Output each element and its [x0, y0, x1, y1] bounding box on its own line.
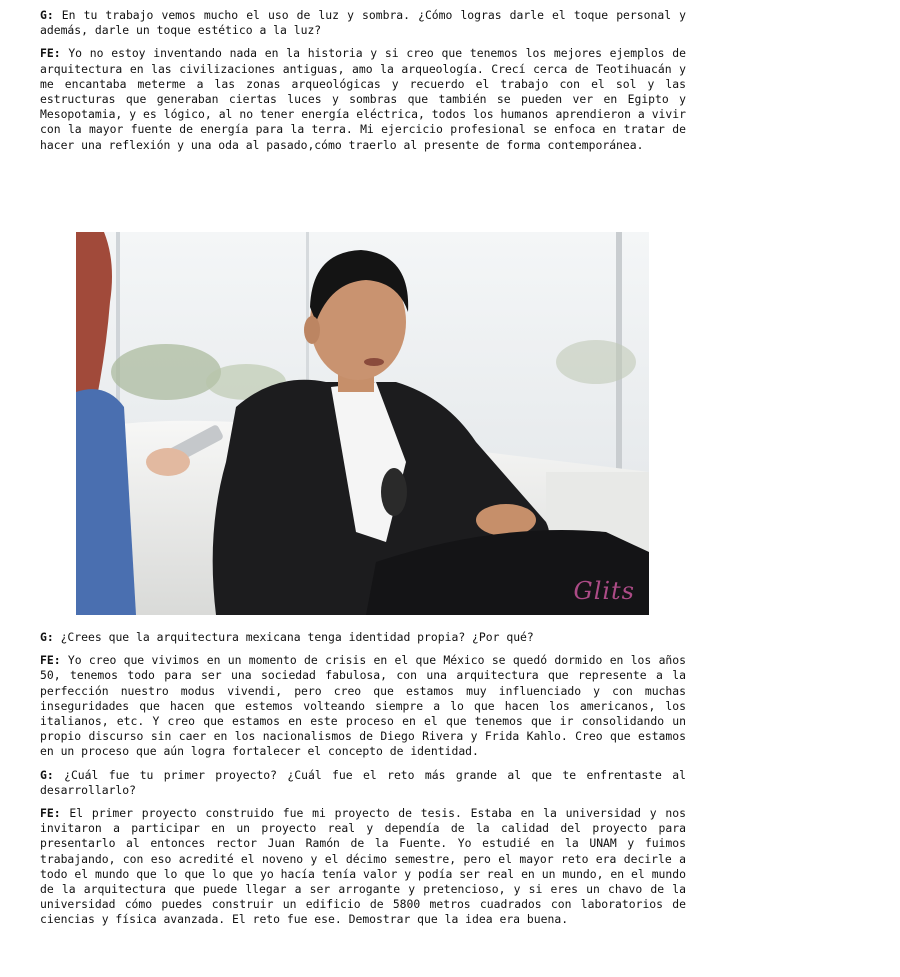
speaker-label: G:: [40, 767, 54, 782]
answer-paragraph: [40, 806, 686, 928]
question-text: ¿Cuál fue tu primer proyecto? ¿Cuál fue el reto más grande al que te enfrentaste al desarrollarlo?: [40, 767, 686, 797]
speaker-label: FE:: [40, 653, 61, 668]
answer-text: Yo creo que vivimos en un momento de crisis en el que México se quedó dormido en los años 50, tenemos todo para ser una sociedad fabulosa, con una arquitectura que represente a la perfección nuestro modus vivendi, pero creo que estamos muy influenciado y con muchas inseguridades que hacen que estemos volteando siempre a lo que hacen los americanos, los italianos, etc. Y creo que estamos en este proceso en el que tenemos que ir consolidando un propio discurso sin caer en los nacionalismos de Diego Rivera y Frida Kahlo. Creo que estamos en un proceso que aún logra fortalecer el concepto de identidad.: [40, 653, 686, 759]
answer-text: Yo no estoy inventando nada en la historia y si creo que tenemos los mejores ejemplos de arquitectura en las civilizaciones antiguas, amo la arqueología. Crecí cerca de Teotihuacán y me encantaba meterme a las zonas arqueológicas y recuerdo el trabajo con el sol y las estructuras que generaban ciertas luces y sombras que también se pueden ver en Egipto y Mesopotamia, y es lógico, al no tener energía eléctrica, todos los humanos aprendieron a vivir con la mayor fuente de energía para la terra. Mi ejercicio profesional se enfoca en tratar de hacer una reflexión y una oda al pasado,cómo traerlo al presente de forma contemporánea.: [40, 46, 686, 152]
question-paragraph: [40, 768, 686, 798]
answer-text: El primer proyecto construido fue mi proyecto de tesis. Estaba en la universidad y nos invitaron a participar en un proyecto real y dependía de la calidad del proyecto para presentarlo al entonces rector Juan Ramón de la Fuente. Yo estudié en la UNAM y fuimos trabajando, con eso acredité el noveno y el décimo semestre, pero el mayor reto era decirle a todo el mundo que lo que lo que yo hacía tenía valor y podía ser real en un mundo, en el mundo de la arquitectura que puede llegar a ser arrogante y pretencioso, y si eres un chavo de la universidad cómo puedes construir un edificio de 5800 metros cuadrados con laboratorios de ciencias y física avanzada. El reto fue ese. Demostrar que la idea era buena.: [40, 806, 686, 927]
speaker-label: FE:: [40, 46, 61, 61]
question-text: ¿Crees que la arquitectura mexicana tenga identidad propia? ¿Por qué?: [53, 630, 534, 644]
speaker-label: G:: [40, 8, 54, 22]
question-text: En tu trabajo vemos mucho el uso de luz y sombra. ¿Cómo logras darle el toque personal y además, darle un toque estético a la luz?: [40, 8, 686, 38]
question-paragraph: [40, 630, 686, 645]
photo-watermark: Glits: [573, 577, 635, 605]
speaker-label: G:: [40, 630, 54, 644]
photo-illustration: [76, 232, 649, 615]
answer-paragraph: [40, 653, 686, 759]
speaker-label: FE:: [40, 806, 61, 821]
interview-lower: [40, 630, 686, 936]
answer-paragraph: [40, 46, 686, 152]
interview-upper: [40, 8, 686, 161]
question-paragraph: [40, 8, 686, 38]
interview-photo: [76, 232, 649, 615]
